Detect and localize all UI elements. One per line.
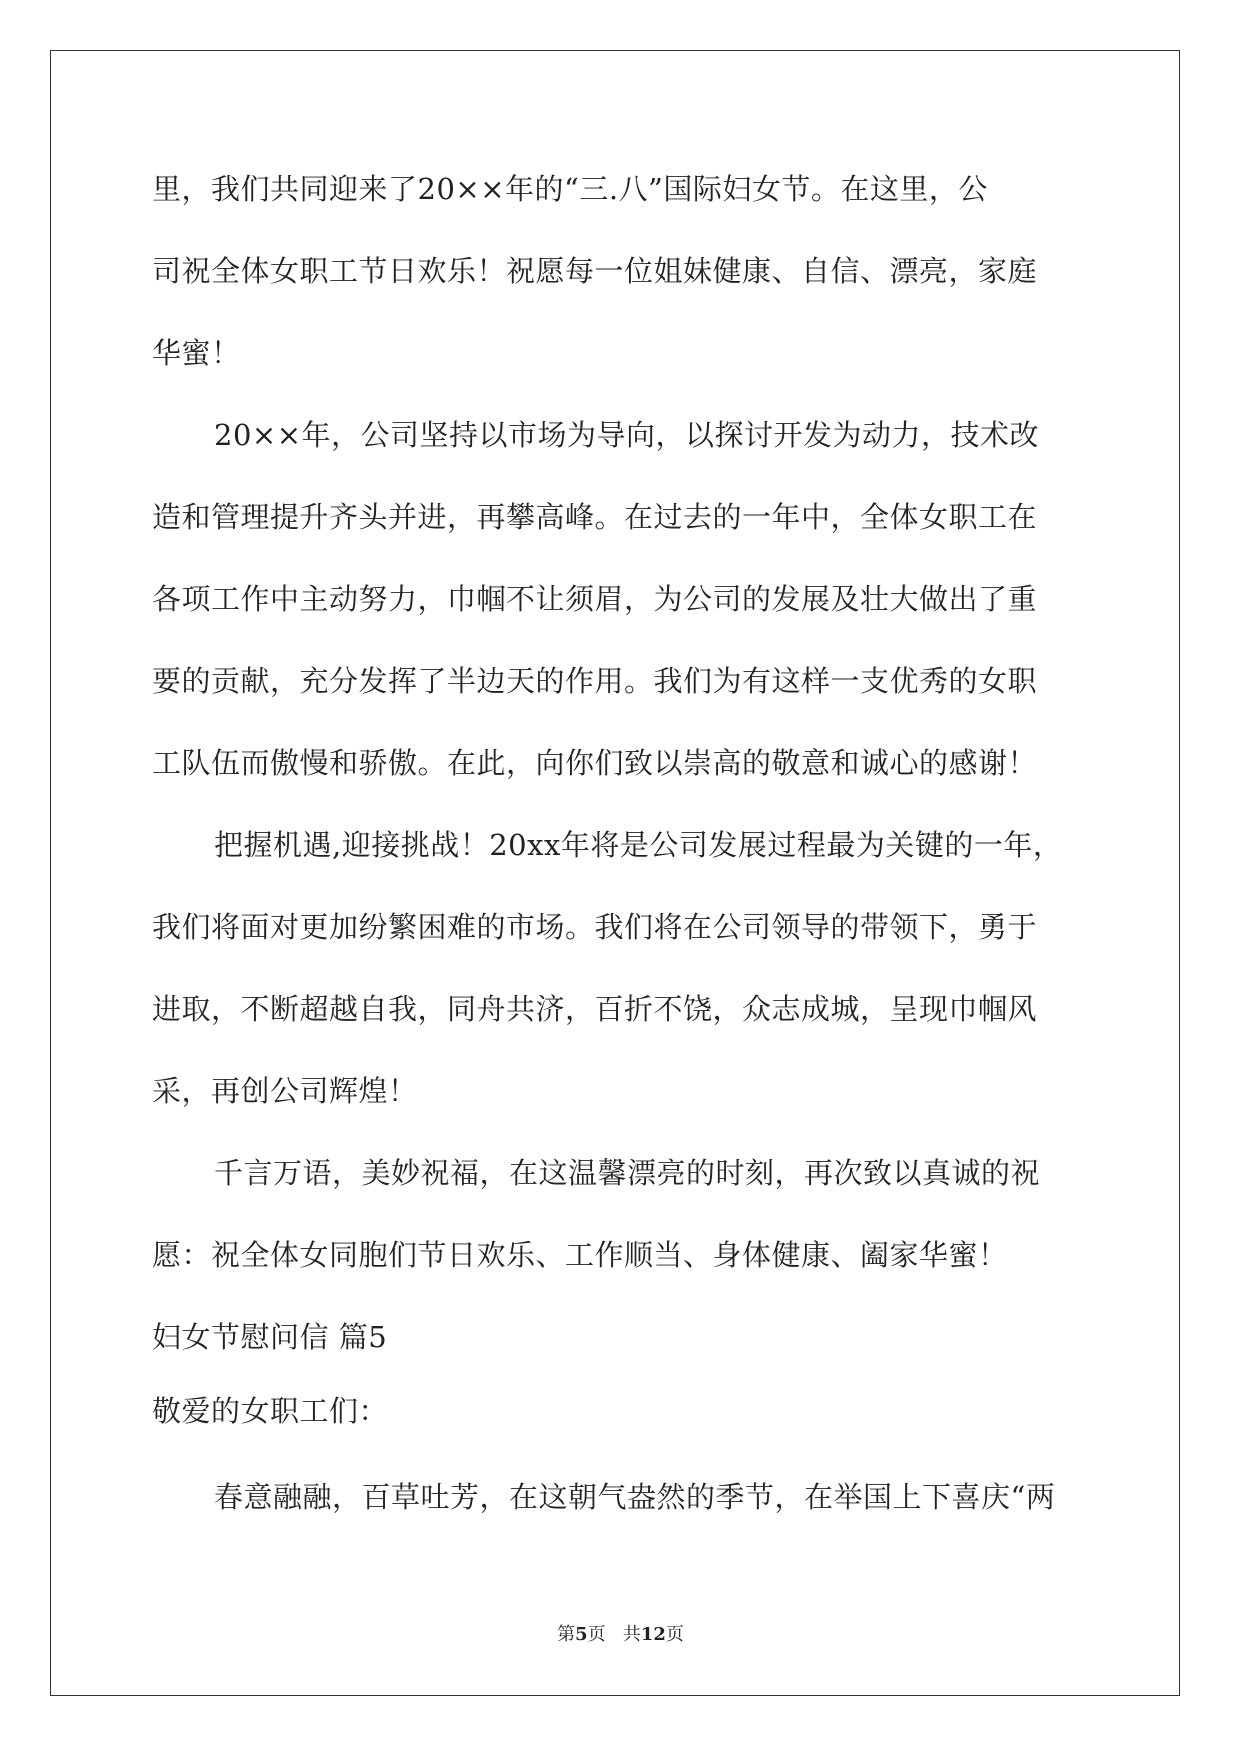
paragraph-start-line: 千言万语，美妙祝福，在这温馨漂亮的时刻，再次致以真诚的祝 — [214, 1156, 1041, 1190]
text-line: 华蜜！ — [152, 336, 241, 370]
paragraph-start-line: 把握机遇,迎接挑战！20xx年将是公司发展过程最为关键的一年， — [214, 828, 1063, 862]
text-line: 要的贡献，充分发挥了半边天的作用。我们为有这样一支优秀的女职 — [152, 664, 1038, 698]
document-body — [152, 164, 1082, 1552]
salutation: 敬爱的女职工们： — [152, 1394, 389, 1428]
paragraph-start-line: 春意融融，百草吐芳，在这朝气盎然的季节，在举国上下喜庆“两 — [214, 1480, 1056, 1514]
footer-prefix: 第 — [557, 1624, 576, 1645]
section-heading: 妇女节慰问信 篇5 — [152, 1320, 388, 1354]
footer-total-prefix: 共 — [622, 1624, 641, 1645]
text-line: 愿：祝全体女同胞们节日欢乐、工作顺当、身体健康、阖家华蜜！ — [152, 1238, 1008, 1272]
text-line: 工队伍而傲慢和骄傲。在此，向你们致以崇高的敬意和诚心的感谢！ — [152, 746, 1038, 780]
text-line: 造和管理提升齐头并进，再攀高峰。在过去的一年中，全体女职工在 — [152, 500, 1038, 534]
text-line: 司祝全体女职工节日欢乐！祝愿每一位姐妹健康、自信、漂亮，家庭 — [152, 254, 1038, 288]
page-footer — [0, 1620, 1241, 1646]
page-number: 5 — [575, 1624, 588, 1645]
footer-page-suffix: 页 — [587, 1624, 606, 1645]
paragraph-start-line: 20××年，公司坚持以市场为导向，以探讨开发为动力，技术改 — [214, 418, 1040, 452]
text-line: 里，我们共同迎来了20××年的“三.八”国际妇女节。在这里，公 — [152, 172, 988, 206]
footer-total-suffix: 页 — [665, 1624, 684, 1645]
text-line: 采，再创公司辉煌！ — [152, 1074, 418, 1108]
text-line: 各项工作中主动努力，巾帼不让须眉，为公司的发展及壮大做出了重 — [152, 582, 1038, 616]
text-line: 进取，不断超越自我，同舟共济，百折不饶，众志成城，呈现巾帼风 — [152, 992, 1038, 1026]
total-pages: 12 — [640, 1624, 666, 1645]
text-line: 我们将面对更加纷繁困难的市场。我们将在公司领导的带领下，勇于 — [152, 910, 1038, 944]
